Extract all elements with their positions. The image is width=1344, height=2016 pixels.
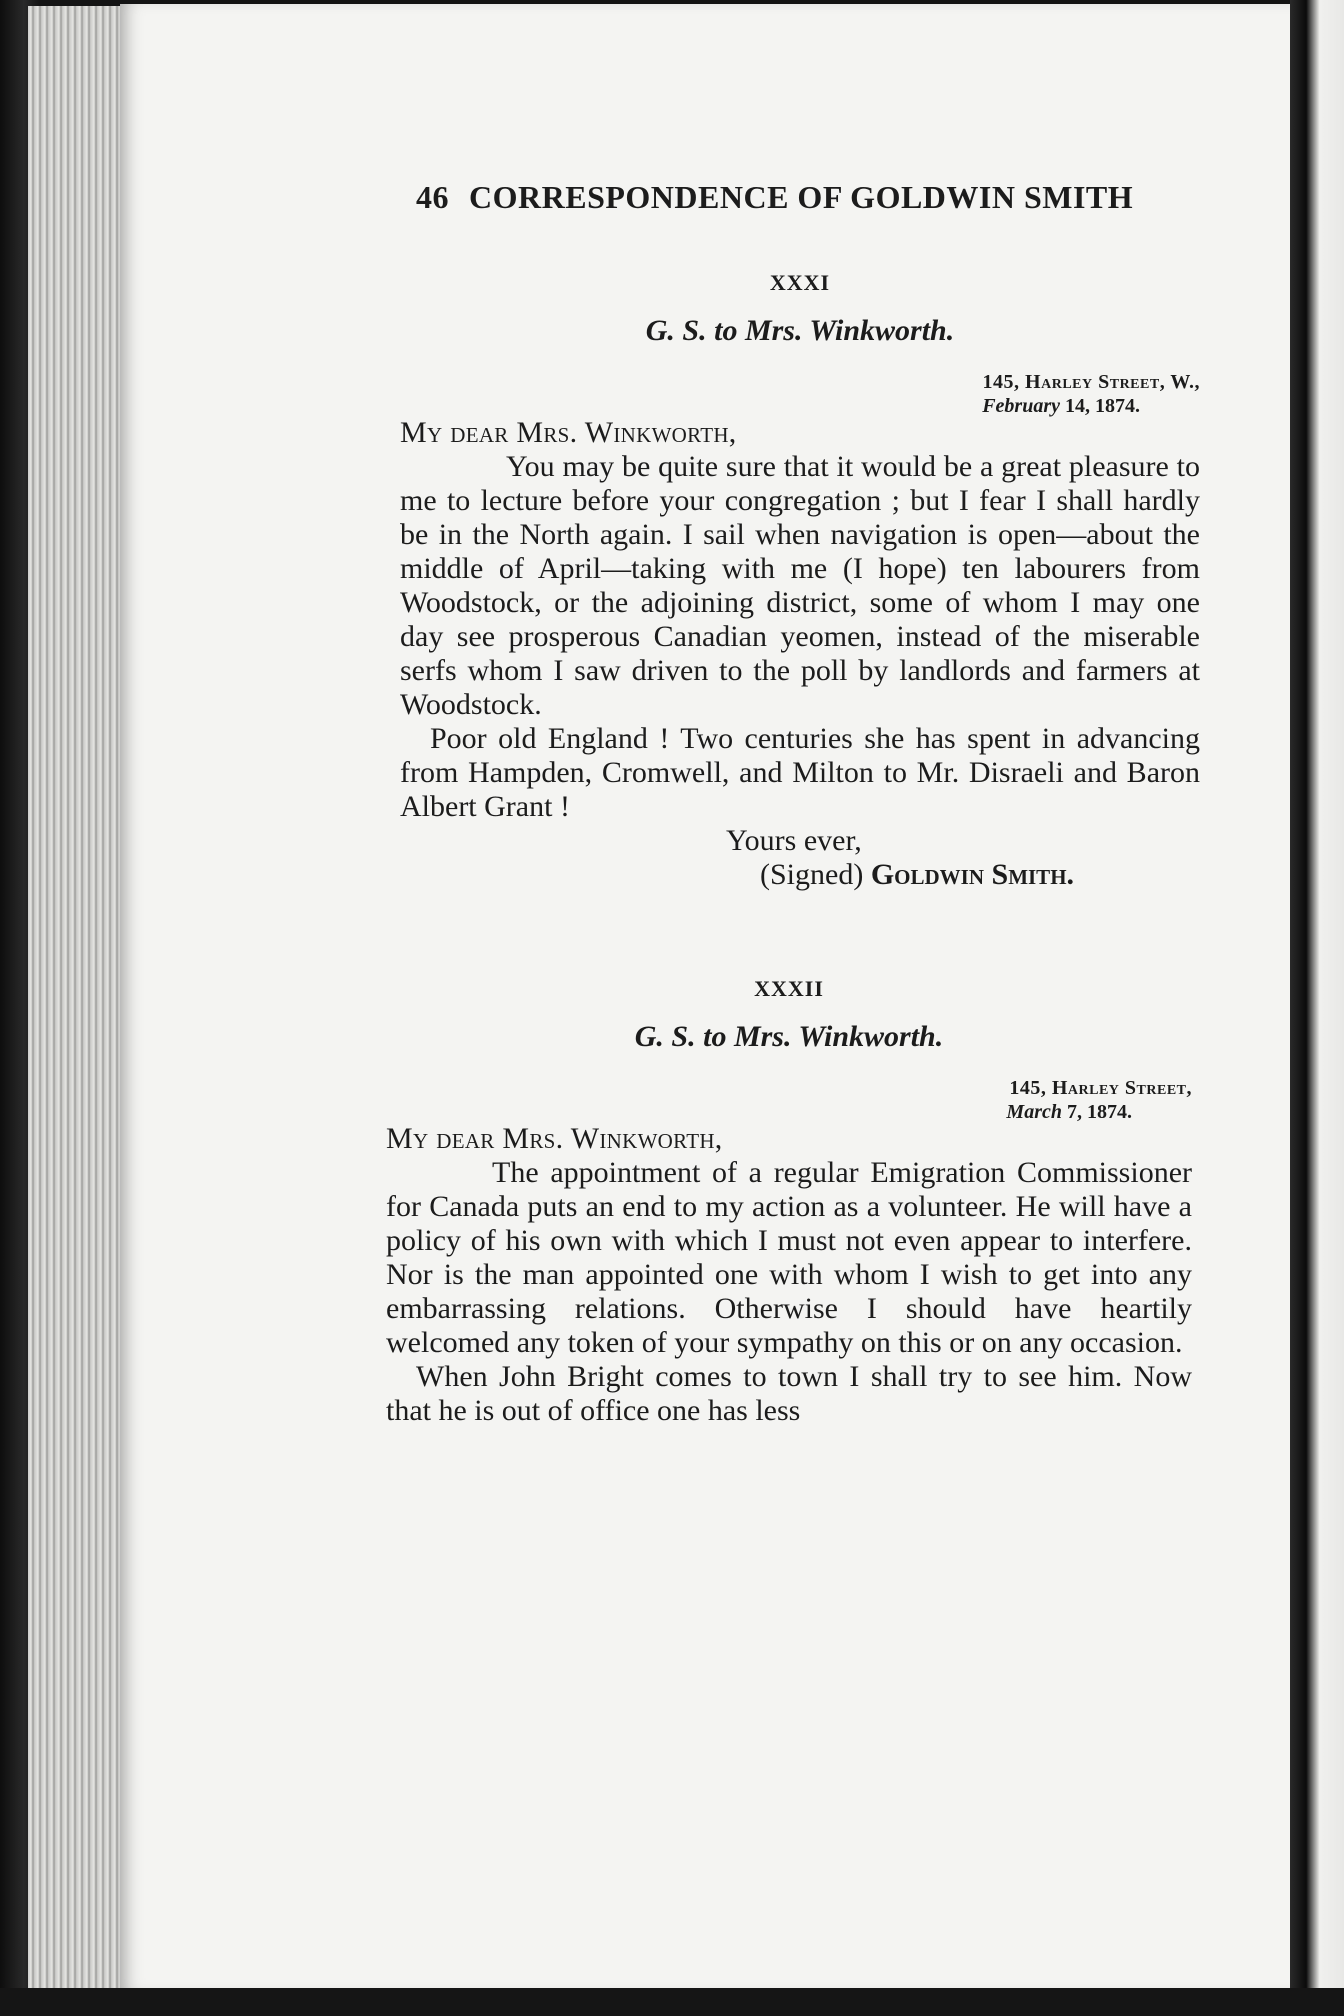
date-month: March	[1006, 1101, 1062, 1123]
letter-paragraph: When John Bright comes to town I shall try to see him. Now that he is out of office one has less	[386, 1360, 1192, 1427]
page-content	[386, 179, 1200, 1428]
letter-xxxi	[400, 266, 1200, 892]
address-line: 145, Harley Street, W.,	[982, 371, 1200, 393]
date-month: February	[982, 395, 1060, 417]
letter-date	[400, 394, 1200, 418]
letter-heading: G. S. to Mrs. Winkworth.	[634, 1020, 944, 1053]
date-day-year: 14, 1874.	[1060, 395, 1140, 417]
sender-address	[386, 1076, 1192, 1124]
letter-number: XXXI	[769, 270, 831, 295]
facing-page-edge	[1290, 0, 1344, 2016]
letter-paragraph: You may be quite sure that it would be a great pleasure to me to lecture before your congregation ; but I fear I shall hardly be in the North again. I sail when navigation is open—about the middle of April—taking with me (I hope) ten labourers from Woodstock, or the adjoining district, some of whom I may one day see prosperous Canadian yeomen, instead of the miserable serfs whom I saw driven to the poll by landlords and farmers at Woodstock.	[400, 450, 1200, 721]
letter-paragraph: Poor old England ! Two centuries she has spent in advancing from Hampden, Cromwell, and Milton to Mr. Disraeli and Baron Albert Grant !	[400, 722, 1200, 823]
page-number: 46	[416, 179, 449, 215]
signer-name: Goldwin Smith.	[870, 858, 1075, 891]
letter-heading: G. S. to Mrs. Winkworth.	[645, 314, 955, 347]
letter-paragraph: The appointment of a regular Emigration Commissioner for Canada puts an end to my action as a volunteer. He will have a policy of his own with which I must not even appear to interfere. Nor is the man appointed one with whom I wish to get into any embarrassing relations. Otherwise I should have heartily welcomed any token of your sympathy on this or on any occasion.	[386, 1156, 1192, 1359]
letter-xxxii	[386, 972, 1200, 1428]
running-title: CORRESPONDENCE OF GOLDWIN SMITH	[469, 179, 1134, 215]
closing: Yours ever,	[726, 824, 862, 857]
letter-number: XXXII	[754, 976, 824, 1001]
salutation: My dear Mrs. Winkworth,	[386, 1122, 723, 1155]
letter-date	[386, 1100, 1192, 1124]
signature	[400, 858, 1200, 892]
address-line: 145, Harley Street,	[1009, 1077, 1192, 1099]
date-day-year: 7, 1874.	[1062, 1101, 1132, 1123]
salutation: My dear Mrs. Winkworth,	[400, 416, 737, 449]
sender-address	[400, 370, 1200, 418]
letter-xxxii-body	[386, 972, 1192, 1428]
signed-prefix: (Signed)	[760, 858, 871, 891]
running-head	[416, 180, 1200, 214]
bottom-edge	[0, 1988, 1344, 2016]
